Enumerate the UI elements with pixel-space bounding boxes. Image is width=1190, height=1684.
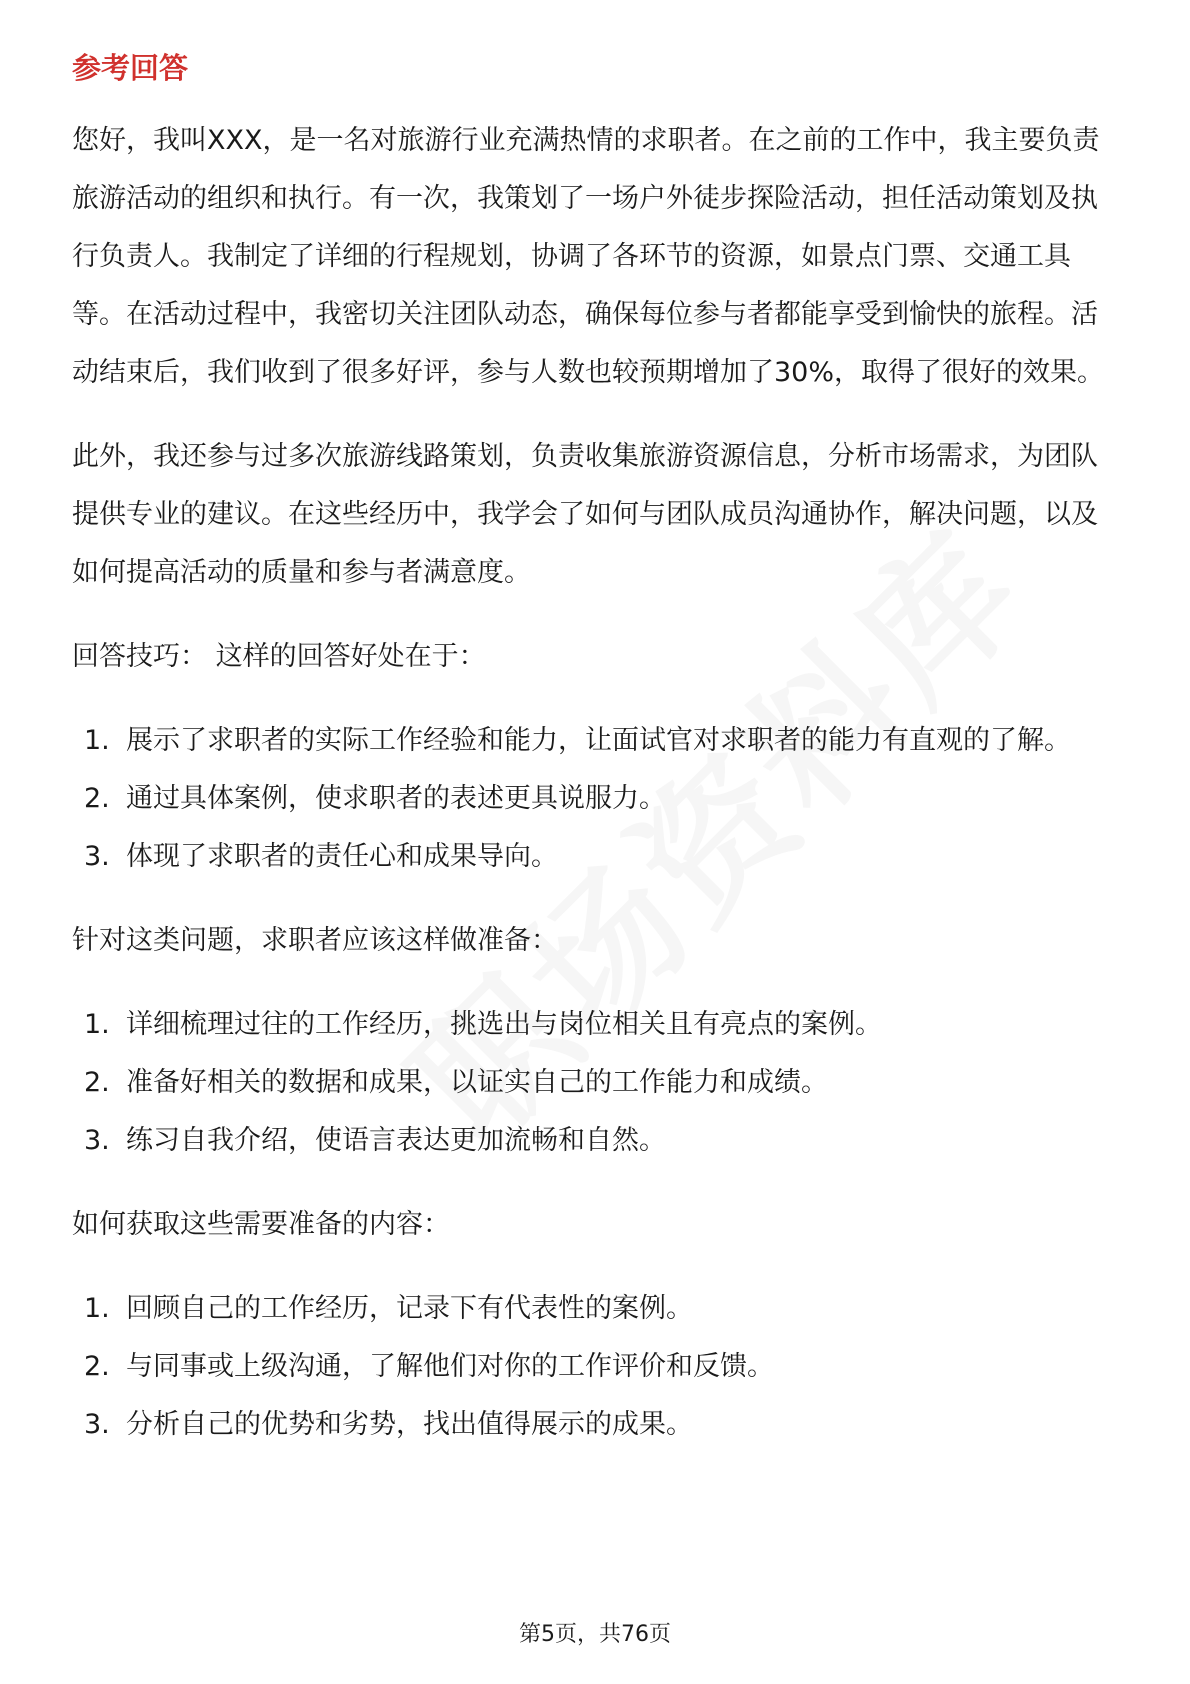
- list-number: 3.: [84, 841, 110, 872]
- list-number: 2.: [84, 1067, 110, 1098]
- tips-heading: 回答技巧： 这样的回答好处在于：: [72, 641, 486, 672]
- list-text: 与同事或上级沟通，了解他们对你的工作评价和反馈。: [126, 1351, 774, 1382]
- tips-list: [72, 712, 1122, 886]
- list-number: 2.: [84, 1351, 110, 1382]
- list-text: 分析自己的优势和劣势，找出值得展示的成果。: [126, 1409, 693, 1440]
- list-item: [72, 1396, 1122, 1454]
- list-number: 1.: [84, 1293, 110, 1324]
- list-item: [72, 712, 1122, 770]
- list-item: [72, 1338, 1122, 1396]
- list-item: [72, 1054, 1122, 1112]
- list-text: 回顾自己的工作经历，记录下有代表性的案例。: [126, 1293, 693, 1324]
- answer-paragraph-2: 此外，我还参与过多次旅游线路策划，负责收集旅游资源信息，分析市场需求，为团队提供专业的建议。在这些经历中，我学会了如何与团队成员沟通协作，解决问题，以及如何提高活动的质量和参与者满意度。: [72, 441, 1098, 588]
- list-number: 1.: [84, 1009, 110, 1040]
- list-item: [72, 1112, 1122, 1170]
- list-number: 3.: [84, 1125, 110, 1156]
- page-number: 第5页，共76页: [519, 1622, 671, 1647]
- list-item: [72, 1280, 1122, 1338]
- list-text: 详细梳理过往的工作经历，挑选出与岗位相关且有亮点的案例。: [126, 1009, 882, 1040]
- list-text: 准备好相关的数据和成果，以证实自己的工作能力和成绩。: [126, 1067, 828, 1098]
- section-title: 参考回答: [72, 51, 189, 85]
- list-item: [72, 828, 1122, 886]
- obtain-list: [72, 1280, 1122, 1454]
- prepare-heading: 针对这类问题，求职者应该这样做准备：: [72, 925, 558, 956]
- list-text: 体现了求职者的责任心和成果导向。: [126, 841, 558, 872]
- answer-paragraph-1: 您好，我叫XXX，是一名对旅游行业充满热情的求职者。在之前的工作中，我主要负责旅游活动的组织和执行。有一次，我策划了一场户外徒步探险活动，担任活动策划及执行负责人。我制定了详细的行程规划，协调了各环节的资源，如景点门票、交通工具等。在活动过程中，我密切关注团队动态，确保每位参与者都能享受到愉快的旅程。活动结束后，我们收到了很多好评，参与人数也较预期增加了30%，取得了很好的效果。: [72, 125, 1105, 388]
- list-text: 通过具体案例，使求职者的表述更具说服力。: [126, 783, 666, 814]
- list-text: 展示了求职者的实际工作经验和能力，让面试官对求职者的能力有直观的了解。: [126, 725, 1071, 756]
- prepare-list: [72, 996, 1122, 1170]
- list-item: [72, 770, 1122, 828]
- list-number: 1.: [84, 725, 110, 756]
- list-item: [72, 996, 1122, 1054]
- obtain-heading: 如何获取这些需要准备的内容：: [72, 1209, 450, 1240]
- document-body: [72, 48, 1122, 1480]
- list-number: 2.: [84, 783, 110, 814]
- list-number: 3.: [84, 1409, 110, 1440]
- list-text: 练习自我介绍，使语言表达更加流畅和自然。: [126, 1125, 666, 1156]
